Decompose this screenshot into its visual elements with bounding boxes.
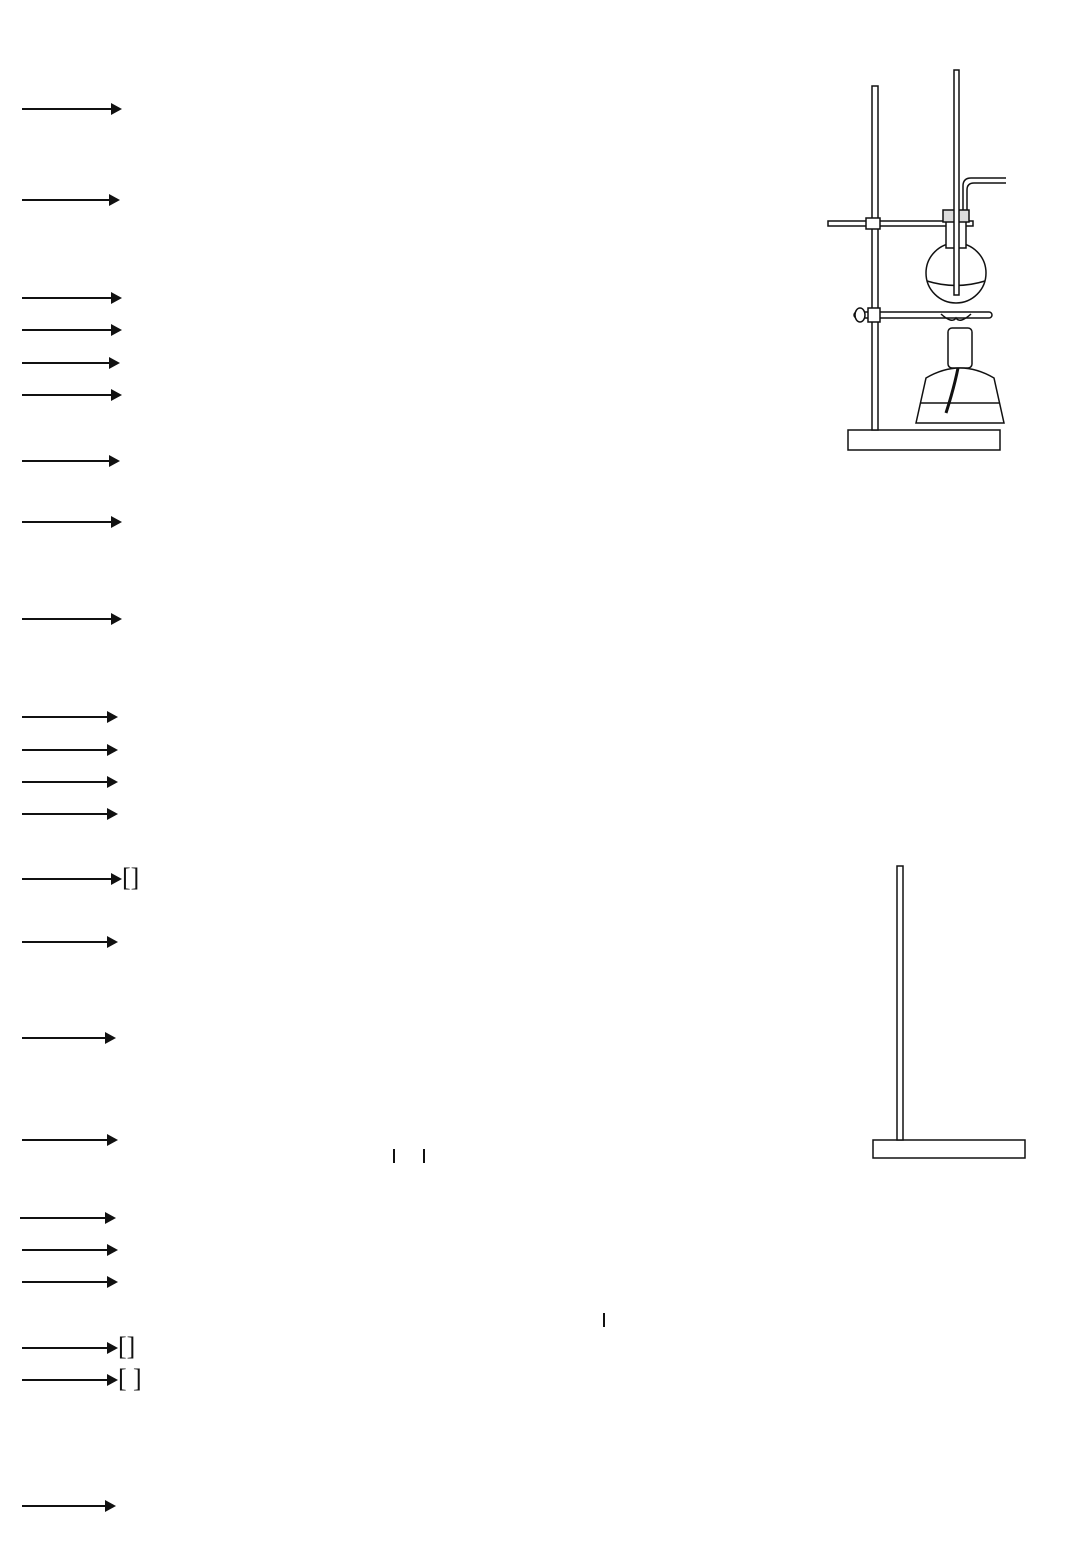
reaction-arrow (22, 316, 122, 344)
bond-line (393, 1149, 395, 1163)
reaction-arrow (22, 508, 122, 536)
pvc-polymerization: [] (22, 1332, 135, 1363)
bond-line (603, 1313, 605, 1327)
reaction-arrow (22, 928, 118, 956)
acetylene-add-br2 (20, 1202, 116, 1232)
reaction-arrow (22, 381, 122, 409)
ethylene-add-br (22, 701, 118, 731)
ethylene-prep (22, 506, 122, 536)
substitution-1 (22, 282, 122, 312)
reaction-arrow (22, 1334, 118, 1362)
methane-combustion (22, 184, 120, 214)
acetylene-prep (22, 926, 118, 956)
acetylene-apparatus-figure (853, 862, 1028, 1162)
reaction-arrow (22, 1236, 118, 1264)
reaction-arrow (22, 284, 122, 312)
reaction-arrow (22, 736, 118, 764)
reaction-arrow (22, 605, 122, 633)
acetylene-add-h2 (22, 1234, 118, 1264)
reaction-arrow (20, 1204, 116, 1232)
acetylene-combustion (22, 1022, 116, 1052)
reaction-arrow (22, 865, 122, 893)
ethylene-add-h2o (22, 798, 118, 828)
reaction-arrow (22, 1268, 118, 1296)
reaction-arrow (22, 1024, 116, 1052)
methane-prep (22, 93, 122, 123)
bond-line (423, 1149, 425, 1163)
reaction-arrow (22, 186, 120, 214)
methane-decomposition (22, 445, 120, 475)
reaction-arrow (22, 703, 118, 731)
ethylene-add-h2 (22, 734, 118, 764)
reaction-arrow (22, 1492, 116, 1520)
ethylene-polymerization: [] (22, 863, 139, 894)
reaction-arrow (22, 95, 122, 123)
reaction-arrow (22, 349, 120, 377)
reaction-arrow (22, 800, 118, 828)
ethylene-combustion (22, 603, 122, 633)
polyacetylene-polymerization: [ ] (22, 1364, 142, 1395)
substitution-2 (22, 314, 122, 344)
reaction-arrow (22, 447, 120, 475)
acetylene-add-hcl (22, 1266, 118, 1296)
acetylene-add-br (22, 1124, 118, 1154)
reaction-arrow (22, 768, 118, 796)
ethylene-add-hcl (22, 766, 118, 796)
substitution-4 (22, 379, 122, 409)
ethylene-apparatus-figure (826, 68, 1016, 458)
substitution-3 (22, 347, 120, 377)
reaction-arrow (22, 1366, 118, 1394)
benzene-combustion (22, 1490, 116, 1520)
reaction-arrow (22, 1126, 118, 1154)
